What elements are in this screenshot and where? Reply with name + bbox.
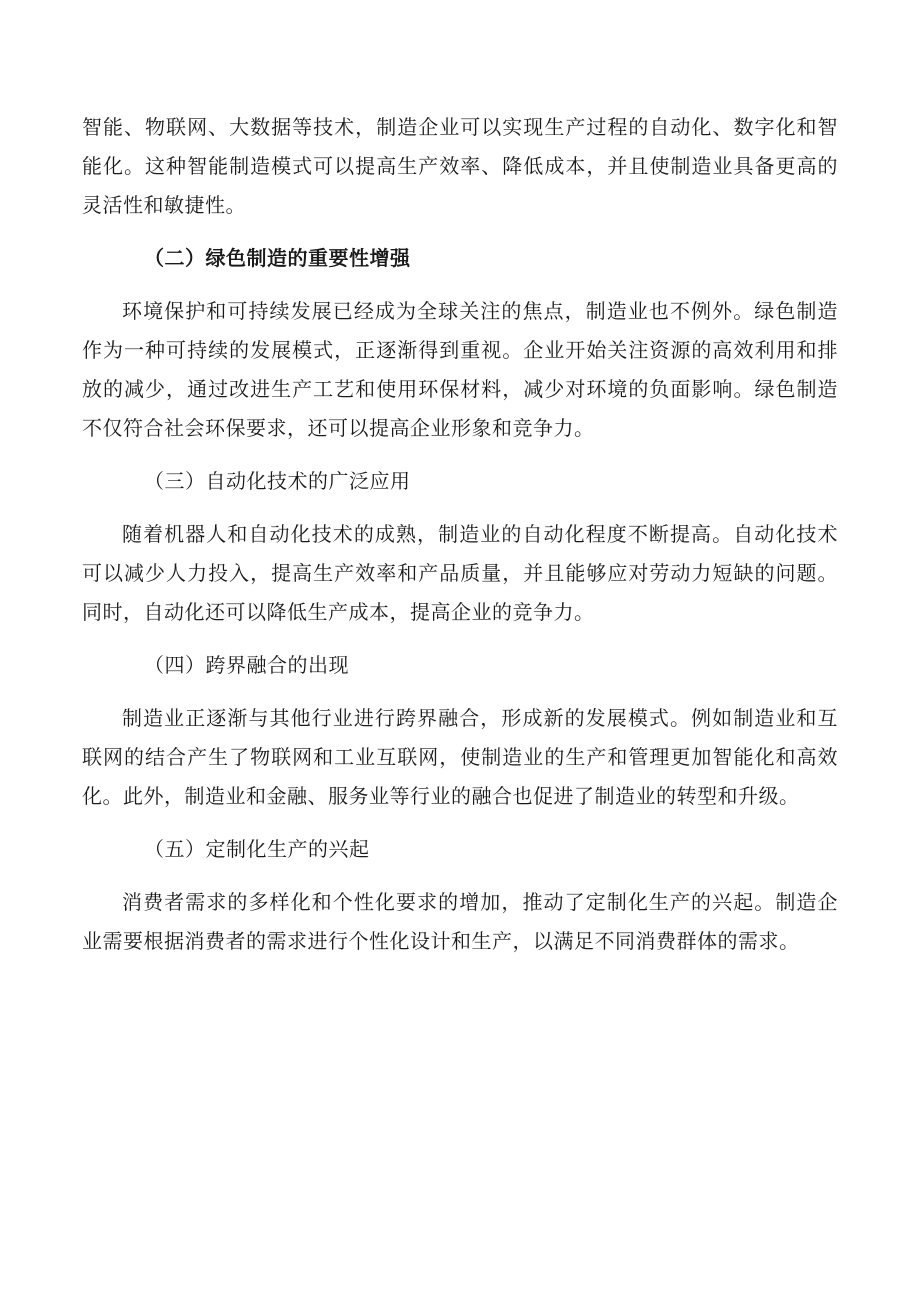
section-heading-cross-industry: （四）跨界融合的出现: [144, 653, 349, 677]
section-heading-automation: （三）自动化技术的广泛应用: [144, 469, 411, 493]
document-page: [82, 108, 838, 975]
section-heading-green-manufacturing: （二）绿色制造的重要性增强: [144, 246, 411, 270]
paragraph-customization: 消费者需求的多样化和个性化要求的增加，推动了定制化生产的兴起。制造企业需要根据消费者的需求进行个性化设计和生产，以满足不同消费群体的需求。: [82, 890, 838, 953]
paragraph-intelligent-manufacturing: 智能、物联网、大数据等技术，制造企业可以实现生产过程的自动化、数字化和智能化。这种智能制造模式可以提高生产效率、降低成本，并且使制造业具备更高的灵活性和敏捷性。: [82, 115, 838, 217]
paragraph-automation: 随着机器人和自动化技术的成熟，制造业的自动化程度不断提高。自动化技术可以减少人力投入，提高生产效率和产品质量，并且能够应对劳动力短缺的问题。同时，自动化还可以降低生产成本，提高企业的竞争力。: [82, 522, 838, 624]
section-heading-customization: （五）定制化生产的兴起: [144, 837, 370, 861]
paragraph-cross-industry: 制造业正逐渐与其他行业进行跨界融合，形成新的发展模式。例如制造业和互联网的结合产生了物联网和工业互联网，使制造业的生产和管理更加智能化和高效化。此外，制造业和金融、服务业等行业的融合也促进了制造业的转型和升级。: [82, 706, 838, 808]
paragraph-green-manufacturing: 环境保护和可持续发展已经成为全球关注的焦点，制造业也不例外。绿色制造作为一种可持续的发展模式，正逐渐得到重视。企业开始关注资源的高效利用和排放的减少，通过改进生产工艺和使用环保材料，减少对环境的负面影响。绿色制造不仅符合社会环保要求，还可以提高企业形象和竞争力。: [82, 299, 838, 440]
